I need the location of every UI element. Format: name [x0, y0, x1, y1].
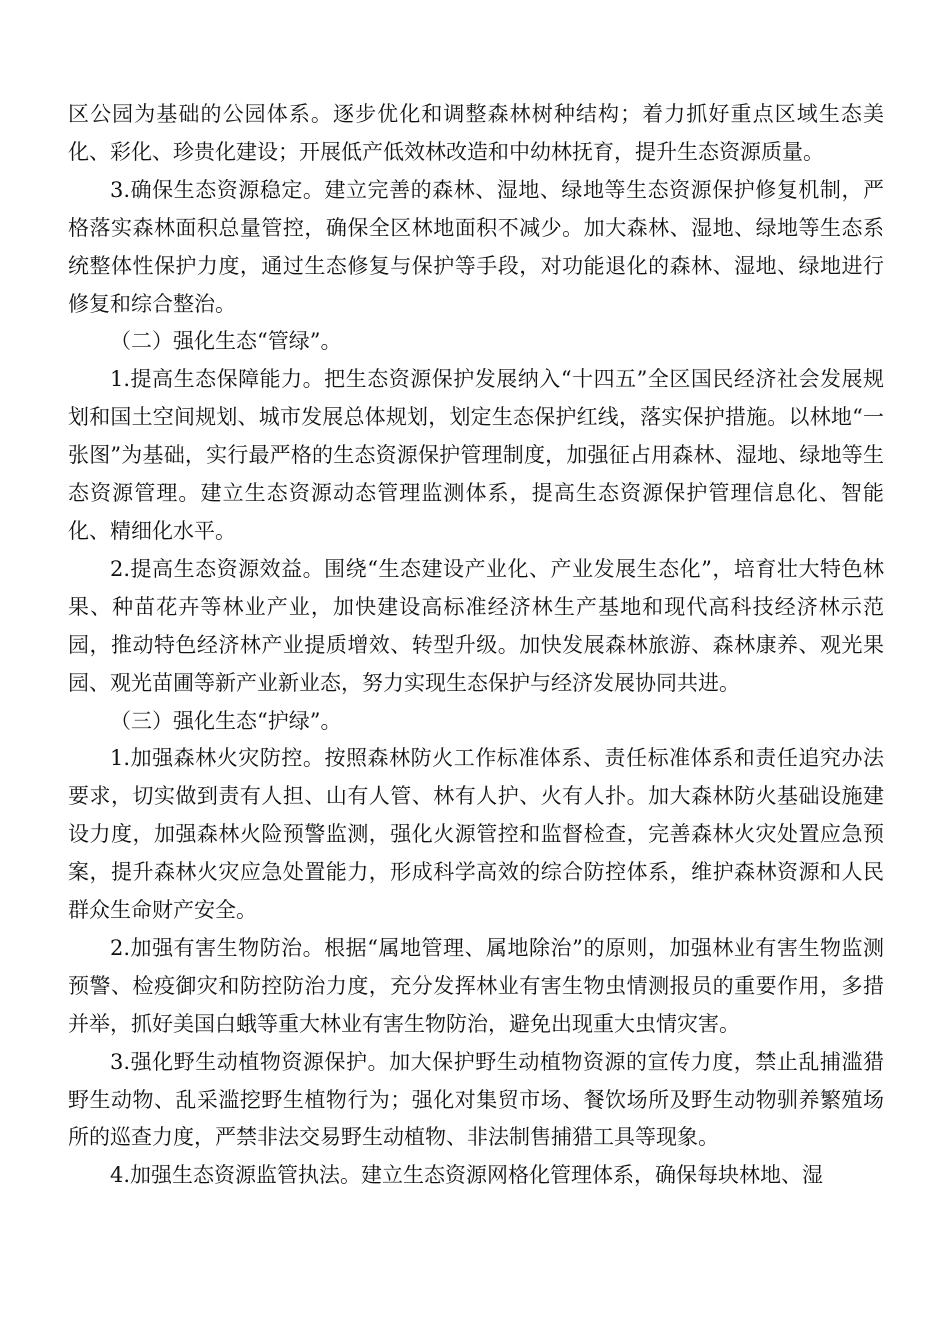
paragraph-supervision-enforcement: 4.加强生态资源监管执法。建立生态资源网格化管理体系，确保每块林地、湿 — [110, 1163, 824, 1188]
document-page — [68, 96, 884, 1195]
paragraph-forest-fire-prevention: 1.加强森林火灾防控。按照森林防火工作标准体系、责任标准体系和责任追究办法要求，切实做到责有人担、山有人管、林有人护、火有人扑。加大森林防火基础设施建设力度，加强森林火险预警监测，强化火源管控和监督检查，完善森林火灾处置应急预案，提升森林火灾应急处置能力，形成科学高效的综合防控体系，维护森林资源和人民群众生命财产安全。 — [68, 746, 884, 923]
paragraph-wildlife-protection: 3.强化野生动植物资源保护。加大保护野生动植物资源的宣传力度，禁止乱捕滥猎野生动物、乱采滥挖野生植物行为；强化对集贸市场、餐饮场所及野生动物驯养繁殖场所的巡查力度，严禁非法交易野生动植物、非法制售捕猎工具等现象。 — [68, 1049, 884, 1150]
paragraph-ensure-resource-stability: 3.确保生态资源稳定。建立完善的森林、湿地、绿地等生态资源保护修复机制，严格落实森林面积总量管控，确保全区林地面积不减少。加大森林、湿地、绿地等生态系统整体性保护力度，通过生态修复与保护等手段，对功能退化的森林、湿地、绿地进行修复和综合整治。 — [68, 177, 884, 316]
section-heading-manage-green: （二）强化生态“管绿”。 — [110, 329, 342, 354]
section-heading-protect-green: （三）强化生态“护绿”。 — [110, 708, 342, 733]
paragraph-pest-control: 2.加强有害生物防治。根据“属地管理、属地除治”的原则，加强林业有害生物监测预警、检疫御灾和防控防治力度，充分发挥林业有害生物虫情测报员的重要作用，多措并举，抓好美国白蛾等重大林业有害生物防治，避免出现重大虫情灾害。 — [68, 935, 884, 1036]
paragraph-improve-resource-benefits: 2.提高生态资源效益。围绕“生态建设产业化、产业发展生态化”，培育壮大特色林果、种苗花卉等林业产业，加快建设高标准经济林生产基地和现代高科技经济林示范园，推动特色经济林产业提质增效、转型升级。加快发展森林旅游、森林康养、观光果园、观光苗圃等新产业新业态，努力实现生态保护与经济发展协同共进。 — [68, 556, 884, 695]
paragraph-improve-protection-capacity: 1.提高生态保障能力。把生态资源保护发展纳入“十四五”全区国民经济社会发展规划和国土空间规划、城市发展总体规划，划定生态保护红线，落实保护措施。以林地“一张图”为基础，实行最严格的生态资源保护管理制度，加强征占用森林、湿地、绿地等生态资源管理。建立生态资源动态管理监测体系，提高生态资源保护管理信息化、智能化、精细化水平。 — [68, 367, 884, 543]
paragraph-continuation: 区公园为基础的公园体系。逐步优化和调整森林树种结构；着力抓好重点区域生态美化、彩化、珍贵化建设；开展低产低效林改造和中幼林抚育，提升生态资源质量。 — [68, 102, 884, 164]
